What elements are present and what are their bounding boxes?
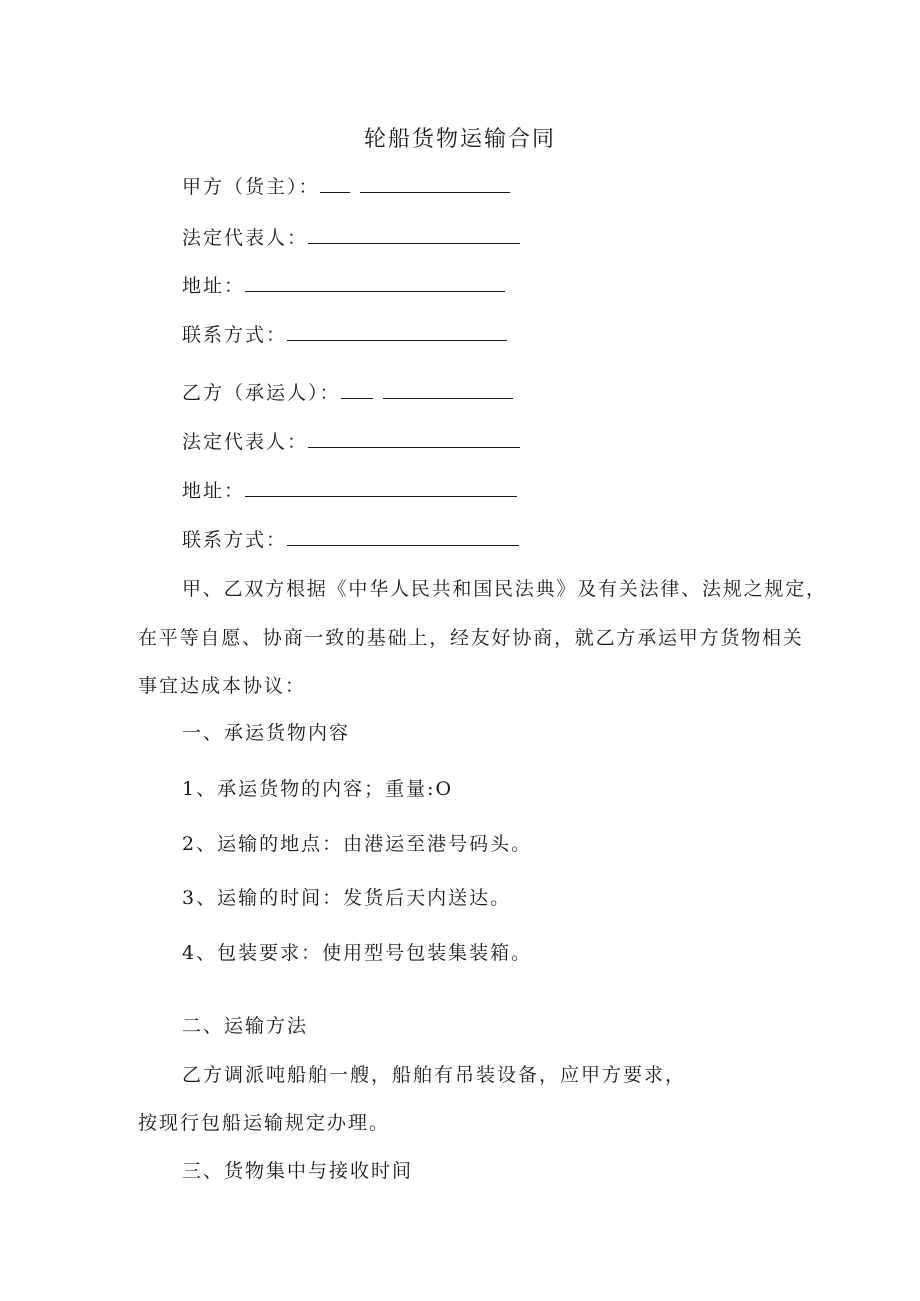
party-b-address-blank[interactable] xyxy=(245,478,517,497)
section1-item-4: 4、包装要求：使用型号包装集装箱。 xyxy=(182,942,533,964)
party-b-contact-line xyxy=(182,527,519,553)
party-a-contact-label: 联系方式： xyxy=(182,324,288,346)
party-b-blank-short[interactable] xyxy=(341,380,373,399)
section3-heading: 三、货物集中与接收时间 xyxy=(182,1160,414,1182)
section2-line-2: 按现行包船运输规定办理。 xyxy=(138,1112,391,1134)
party-a-label: 甲方（货主）： xyxy=(182,176,320,198)
party-b-rep-label: 法定代表人： xyxy=(182,431,309,453)
party-a-address-line xyxy=(182,273,505,299)
party-a-rep-blank[interactable] xyxy=(308,225,520,244)
party-b-contact-blank[interactable] xyxy=(287,527,519,546)
section2-heading: 二、运输方法 xyxy=(182,1015,309,1037)
section1-item-2: 2、运输的地点：由港运至港号码头。 xyxy=(182,833,533,855)
party-b-address-line xyxy=(182,478,517,504)
section1-heading: 一、承运货物内容 xyxy=(182,722,351,744)
party-a-address-label: 地址： xyxy=(182,275,246,297)
party-b-name-blank[interactable] xyxy=(383,380,513,399)
section1-item-1: 1、承运货物的内容；重量:O xyxy=(182,778,454,800)
party-a-name-blank[interactable] xyxy=(360,174,510,193)
party-a-contact-line xyxy=(182,322,507,348)
party-a-address-blank[interactable] xyxy=(245,273,505,292)
party-b-label: 乙方（承运人）： xyxy=(182,382,341,404)
party-a-blank-short[interactable] xyxy=(320,174,350,193)
section2-line-1: 乙方调派吨船舶一艘，船舶有吊装设备，应甲方要求， xyxy=(182,1064,687,1086)
party-a-rep-line xyxy=(182,225,520,251)
party-a-contact-blank[interactable] xyxy=(287,322,507,341)
party-a-line xyxy=(182,174,510,200)
party-b-address-label: 地址： xyxy=(182,480,246,502)
party-b-rep-line xyxy=(182,429,520,455)
party-a-rep-label: 法定代表人： xyxy=(182,227,309,249)
preamble-line-1: 甲、乙双方根据《中华人民共和国民法典》及有关法律、法规之规定， xyxy=(182,578,827,600)
section1-item-3: 3、运输的时间：发货后天内送达。 xyxy=(182,887,512,909)
party-b-line xyxy=(182,380,513,406)
party-b-rep-blank[interactable] xyxy=(308,429,520,448)
preamble-line-2: 在平等自愿、协商一致的基础上，经友好协商，就乙方承运甲方货物相关 xyxy=(138,627,804,649)
document-title: 轮船货物运输合同 xyxy=(363,127,556,152)
preamble-line-3: 事宜达成本协议： xyxy=(138,675,307,697)
party-b-contact-label: 联系方式： xyxy=(182,529,288,551)
